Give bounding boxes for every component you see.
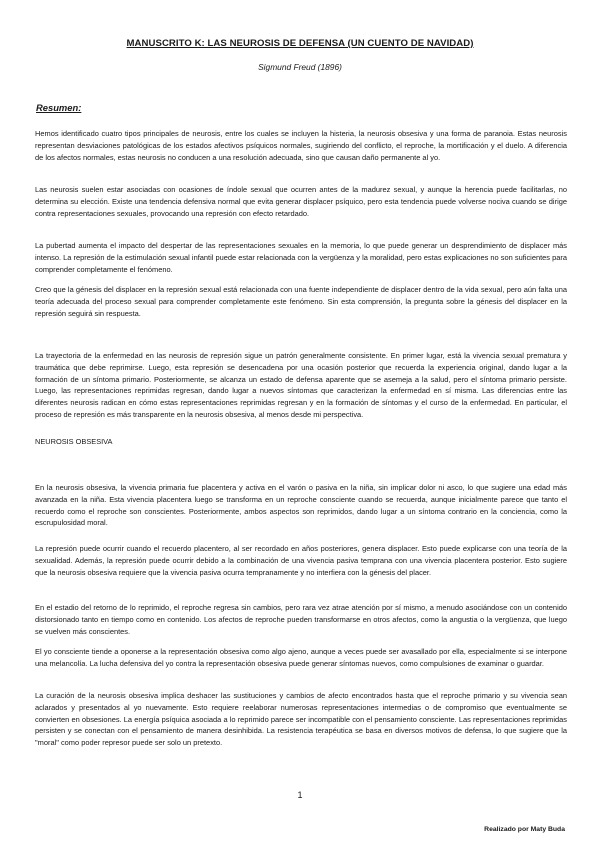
resumen-heading: Resumen:: [36, 102, 82, 113]
section-heading-neurosis-obsesiva: NEUROSIS OBSESIVA: [35, 437, 113, 446]
paragraph-trayectoria: La trayectoria de la enfermedad en las neurosis de represión sigue un patrón generalmente consistente. En primer lugar, está la vivencia sexual prematura y traumática que debe reprimirse. Luego, esta represión se desencadena por una ocasión posterior que recuerda la experiencia original, dando lugar a la formación de un síntoma primario. Posteriormente, se alcanza un estado de defensa aparente que se asemeja a la salud, pero el síntoma primario persiste. Luego, las representaciones reprimidas regresan, dando lugar a nuevos síntomas que caracterizan la enfermedad en sí misma. Las diferencias entre las diferentes neurosis radican en cómo estas representaciones reprimidas regresan y en la formación de síntomas y el curso de la enfermedad. En particular, el proceso de represión es más transparente en la neurosis obsesiva, al menos desde mi perspectiva.: [35, 351, 567, 419]
paragraph-obsesiva-3: En el estadio del retorno de lo reprimido, el reproche regresa sin cambios, pero rara vez atrae atención por sí mismo, a menudo asociándose con un contenido distorsionado tanto en tiempo como en contenido. Los afectos de reproche pueden transformarse en otros afectos, como la angustia o la vergüenza, que luego se vuelven más conscientes.: [35, 603, 567, 636]
paragraph-obsesiva-2: La represión puede ocurrir cuando el recuerdo placentero, al ser recordado en años posteriores, genera displacer. Esto puede explicarse con una teoría de la sexualidad. Además, la represión puede ocurrir debido a la combinación de una vivencia pasiva temprana con una vivencia placentera posterior. Esto sugiere que la neurosis obsesiva requiere que la vivencia pasiva ocurra tempranamente y no interfiera con la génesis del placer.: [35, 544, 567, 577]
paragraph-resumen-1: Hemos identificado cuatro tipos principales de neurosis, entre los cuales se incluyen la histeria, la neurosis obsesiva y una forma de paranoia. Estas neurosis representan desviaciones patológicas de los estados afectivos psíquicos normales, sugiriendo del conflicto, el reproche, la mortificación y el duelo. A diferencia de los afectos normales, estas neurosis no conducen a una resolución adecuada, sino que causan daño permanente al yo.: [35, 129, 567, 162]
paragraph-resumen-4: Creo que la génesis del displacer en la represión sexual está relacionada con una fuente independiente de displacer dentro de la vida sexual, pero aún falta una teoría adecuada del proceso sexual para comprender completamente este fenómeno. Sin esta comprensión, la pregunta sobre la génesis del displacer en la represión seguirá sin respuesta.: [35, 285, 567, 318]
document-author: Sigmund Freud (1896): [258, 62, 342, 72]
paragraph-resumen-3: La pubertad aumenta el impacto del despertar de las representaciones sexuales en la memoria, lo que puede generar un desprendimiento de displacer más intenso. La represión de la estimulación sexual infantil puede estar relacionada con la vergüenza y la moralidad, pero estas explicaciones no son suficientes para comprender completamente el fenómeno.: [35, 241, 567, 274]
footer-credit: Realizado por Maty Buda: [484, 826, 565, 833]
paragraph-obsesiva-5: La curación de la neurosis obsesiva implica deshacer las sustituciones y cambios de afecto encontrados hasta que el reproche primario y su vivencia sean aclarados y presentados al yo nuevamente. Esto requiere reelaborar numerosas representaciones intermedias o de compromiso que eventualmente se convierten en obsesiones. La energía psíquica asociada a lo reprimido parece ser incompatible con el pensamiento consciente. Las representaciones reprimidas persisten y se conectan con el pensamiento de manera desinhibida. La resistencia terapéutica se basa en diversos motivos de defensa, lo que sugiere que la "moral" como poder represor puede ser solo un pretexto.: [35, 691, 567, 748]
paragraph-obsesiva-4: El yo consciente tiende a oponerse a la representación obsesiva como algo ajeno, aunque a veces puede ser avasallado por ella, especialmente si se interpone una melancolía. La lucha defensiva del yo contra la representación obsesiva puede generar síntomas nuevos, como compulsiones de examinar o guardar.: [35, 647, 567, 668]
paragraph-obsesiva-1: En la neurosis obsesiva, la vivencia primaria fue placentera y activa en el varón o pasiva en la niña, sin implicar dolor ni asco, lo que sugiere una edad más avanzada en la niña. Esta vivencia placentera luego se transforma en un reproche consciente cuando se recuerda, aunque inicialmente parece que tanto el recuerdo como el reproche son conscientes. Posteriormente, ambos aspectos son reprimidos, dando lugar a un síntoma contrario en la conciencia, como la escrupulosidad moral.: [35, 483, 567, 528]
page-number: 1: [297, 790, 303, 800]
paragraph-resumen-2: Las neurosis suelen estar asociadas con ocasiones de índole sexual que ocurren antes de la madurez sexual, y aunque la herencia puede facilitarlas, no determina su elección. Existe una tendencia defensiva normal que evita generar displacer psíquico, pero esta tendencia puede volverse nociva cuando se dirige contra representaciones sexuales, provocando una represión con efecto retardado.: [35, 185, 567, 218]
document-title: MANUSCRITO K: LAS NEUROSIS DE DEFENSA (UN CUENTO DE NAVIDAD): [126, 38, 474, 49]
